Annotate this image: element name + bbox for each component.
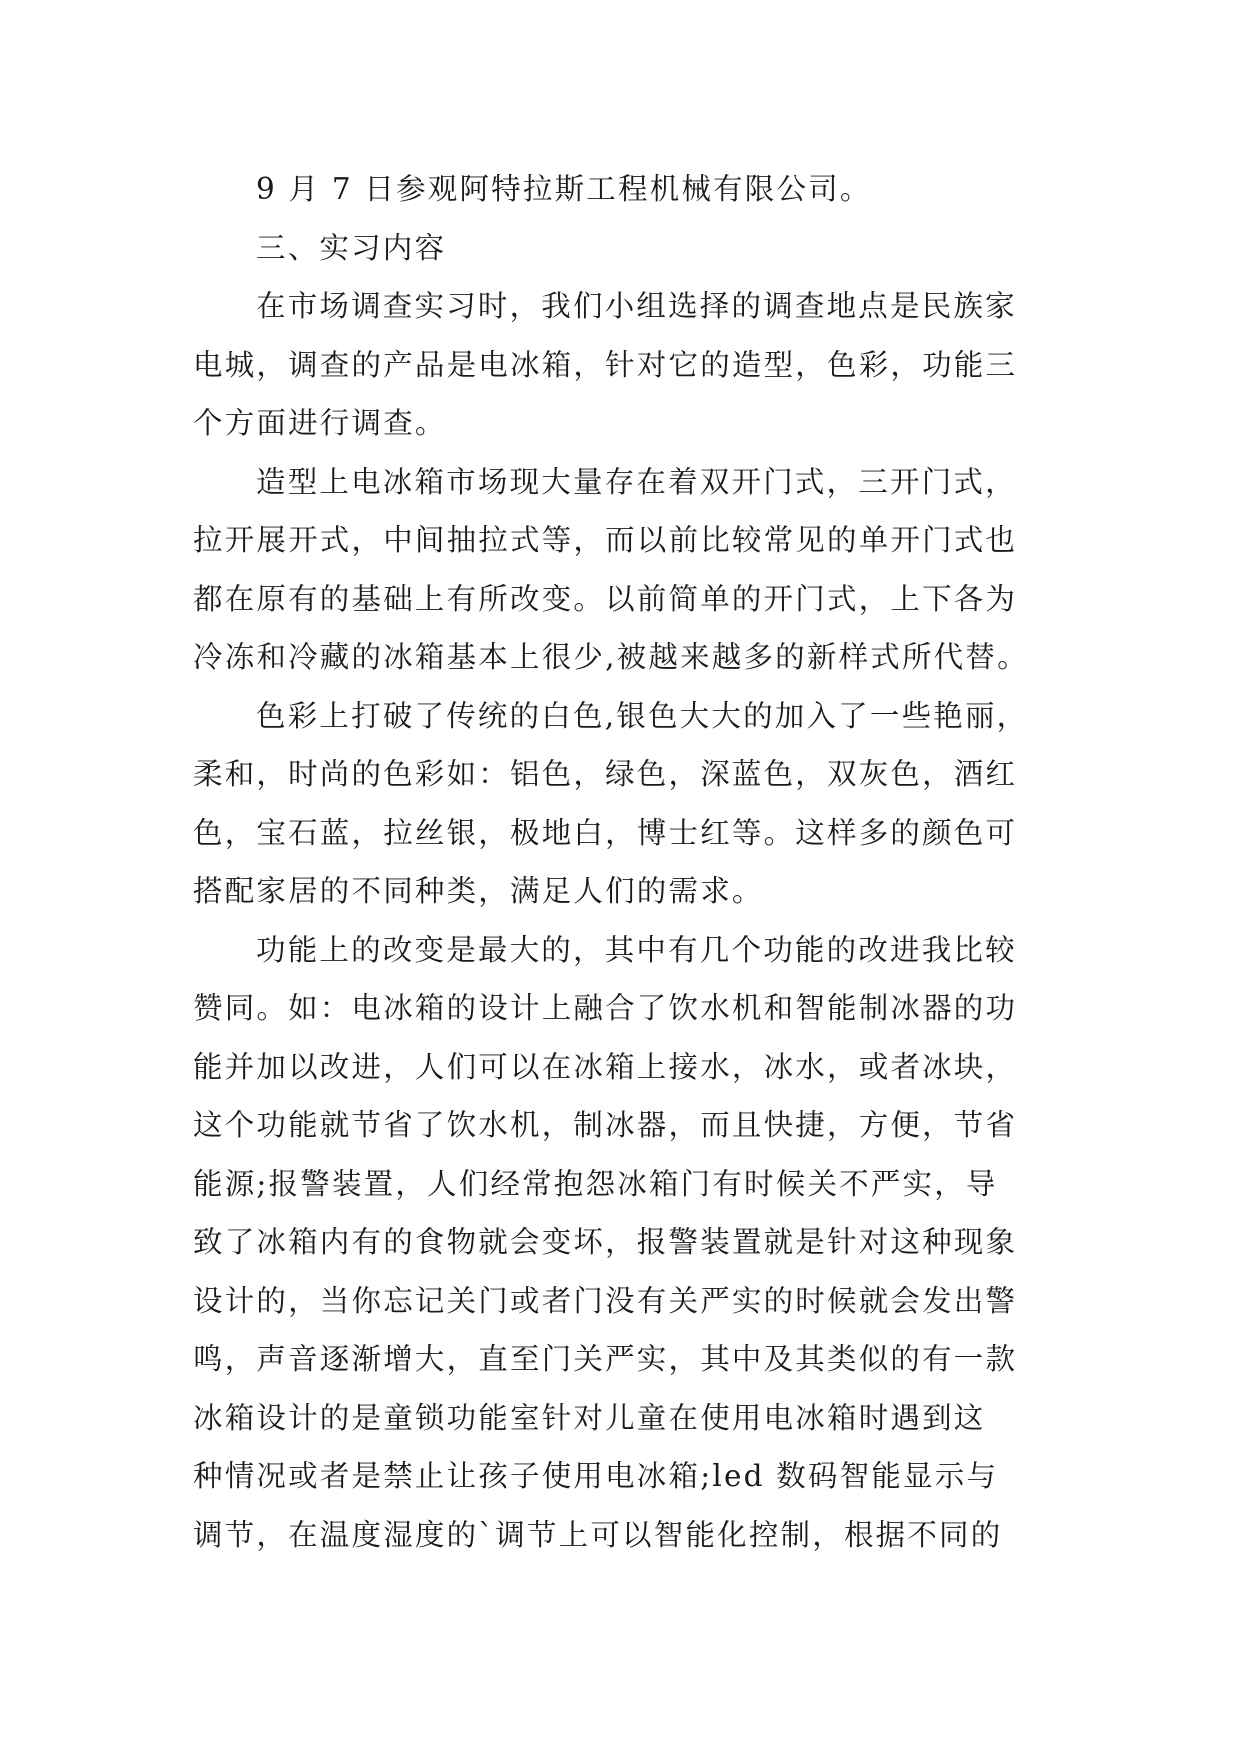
text-line: 色彩上打破了传统的白色,银色大大的加入了一些艳丽，	[256, 698, 1029, 733]
text-line: 能并加以改进，人们可以在冰箱上接水，冰水，或者冰块，	[193, 1049, 1018, 1084]
text-line: 搭配家居的不同种类，满足人们的需求。	[193, 874, 764, 908]
text-line: 都在原有的基础上有所改变。以前简单的开门式，上下各为	[193, 581, 1018, 616]
text-line: 这个功能就节省了饮水机，制冰器，而且快捷，方便，节省	[193, 1108, 1018, 1142]
text-line: 调节，在温度湿度的`调节上可以智能化控制，根据不同的	[193, 1517, 1003, 1552]
text-line: 色，宝石蓝，拉丝银，极地白，博士红等。这样多的颜色可	[193, 815, 1018, 850]
text-line: 致了冰箱内有的食物就会变坏，报警装置就是针对这种现象	[193, 1225, 1018, 1259]
text-line: 电城，调查的产品是电冰箱，针对它的造型，色彩，功能三	[193, 347, 1018, 382]
text-line: 柔和，时尚的色彩如：铝色，绿色，深蓝色，双灰色，酒红	[193, 757, 1018, 791]
document-body	[193, 160, 1053, 1564]
text-line: 三、实习内容	[256, 230, 447, 265]
text-line: 种情况或者是禁止让孩子使用电冰箱;led 数码智能显示与	[193, 1459, 999, 1493]
text-line: 9 月 7 日参观阿特拉斯工程机械有限公司。	[256, 172, 872, 206]
text-line: 赞同。如：电冰箱的设计上融合了饮水机和智能制冰器的功	[193, 991, 1018, 1025]
text-line: 鸣，声音逐渐增大，直至门关严实，其中及其类似的有一款	[193, 1342, 1018, 1376]
text-line: 冷冻和冷藏的冰箱基本上很少,被越来越多的新样式所代替。	[193, 640, 1029, 674]
text-line: 在市场调查实习时，我们小组选择的调查地点是民族家	[256, 289, 1017, 323]
text-line: 造型上电冰箱市场现大量存在着双开门式，三开门式，	[256, 464, 1017, 499]
text-line: 拉开展开式，中间抽拉式等，而以前比较常见的单开门式也	[193, 523, 1018, 557]
text-line: 功能上的改变是最大的，其中有几个功能的改进我比较	[256, 932, 1017, 967]
text-line: 能源;报警装置，人们经常抱怨冰箱门有时候关不严实，导	[193, 1166, 998, 1201]
text-line: 个方面进行调查。	[193, 406, 447, 440]
text-line: 冰箱设计的是童锁功能室针对儿童在使用电冰箱时遇到这	[193, 1400, 986, 1435]
text-line: 设计的，当你忘记关门或者门没有关严实的时候就会发出警	[193, 1283, 1018, 1318]
